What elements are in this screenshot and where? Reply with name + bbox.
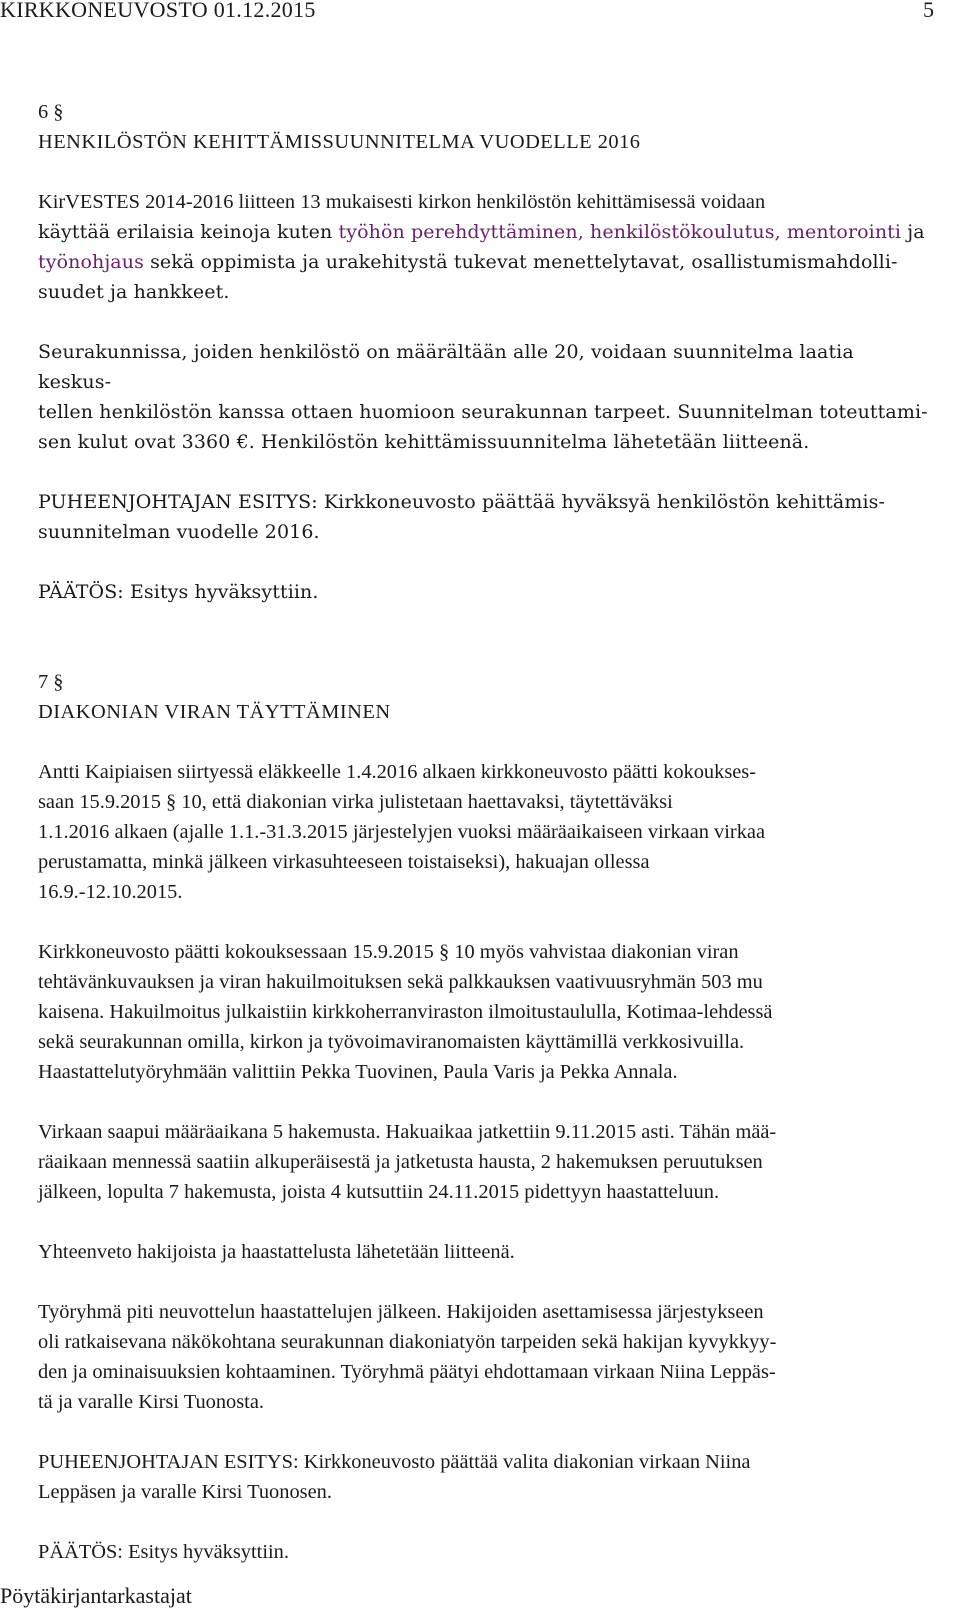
section-7 <box>38 667 928 1567</box>
paragraph-line: PUHEENJOHTAJAN ESITYS: Kirkkoneuvosto päättää valita diakonian virkaan Niina <box>38 1451 751 1473</box>
paragraph-line: Työryhmä piti neuvottelun haastattelujen jälkeen. Hakijoiden asettamisessa järjestykseen <box>38 1301 764 1323</box>
section-6 <box>38 97 928 607</box>
paragraph-line: Seurakunnissa, joiden henkilöstö on määrältään alle 20, voidaan suunnitelma laatia keskus- <box>38 341 854 393</box>
document-body <box>38 97 928 1567</box>
section-6-number: 6 § <box>38 101 64 123</box>
highlighted-text: työnohjaus <box>38 251 144 273</box>
paragraph-line: tä ja varalle Kirsi Tuonosta. <box>38 1391 264 1413</box>
section-7-paragraph-1 <box>38 757 928 907</box>
paragraph-line: sekä seurakunnan omilla, kirkon ja työvoimaviranomaisten käyttämillä verkkosivuilla. <box>38 1031 745 1053</box>
paragraph-line: Kirkkoneuvosto päätti kokouksessaan 15.9.2015 § 10 myös vahvistaa diakonian viran <box>38 941 739 963</box>
document-header-title: KIRKKONEUVOSTO 01.12.2015 <box>0 0 316 22</box>
section-6-title: HENKILÖSTÖN KEHITTÄMISSUUNNITELMA VUODELLE 2016 <box>38 131 641 153</box>
highlighted-text: työhön perehdyttäminen, henkilöstökoulutus, mentorointi <box>338 221 902 243</box>
paragraph-line: kaisena. Hakuilmoitus julkaistiin kirkkoherranviraston ilmoitustaululla, Kotimaa-lehdessä <box>38 1001 773 1023</box>
section-7-chair-proposal <box>38 1447 928 1507</box>
section-7-paragraph-4: Yhteenveto hakijoista ja haastattelusta lähetetään liitteenä. <box>38 1241 515 1263</box>
paragraph-line: tellen henkilöstön kanssa ottaen huomioon seurakunnan tarpeet. Suunnitelman toteuttami- <box>38 401 928 423</box>
page-number: 5 <box>923 0 934 22</box>
paragraph-line <box>38 217 928 247</box>
paragraph-line: 1.1.2016 alkaen (ajalle 1.1.-31.3.2015 järjestelyjen vuoksi määräaikaiseen virkaan virkaa <box>38 821 766 843</box>
section-6-chair-proposal <box>38 487 928 547</box>
section-7-paragraph-2 <box>38 937 928 1087</box>
paragraph-line: perustamatta, minkä jälkeen virkasuhteeseen toistaiseksi), hakuajan ollessa <box>38 851 650 873</box>
paragraph-line: suudet ja hankkeet. <box>38 281 230 303</box>
paragraph-line: suunnitelman vuodelle 2016. <box>38 521 320 543</box>
section-6-paragraph-1 <box>38 187 928 307</box>
section-7-decision: PÄÄTÖS: Esitys hyväksyttiin. <box>38 1541 289 1563</box>
paragraph-line: 16.9.-12.10.2015. <box>38 881 183 903</box>
paragraph-line <box>38 247 928 277</box>
paragraph-line: Antti Kaipiaisen siirtyessä eläkkeelle 1.4.2016 alkaen kirkkoneuvosto päätti kokoukses- <box>38 761 757 783</box>
section-6-decision: PÄÄTÖS: Esitys hyväksyttiin. <box>38 581 319 603</box>
paragraph-line: oli ratkaisevana näkökohtana seurakunnan diakoniatyön tarpeiden sekä hakijan kyvykkyy- <box>38 1331 777 1353</box>
text-span: ja <box>901 221 925 243</box>
paragraph-line: Leppäsen ja varalle Kirsi Tuonosen. <box>38 1481 332 1503</box>
paragraph-line: PUHEENJOHTAJAN ESITYS: Kirkkoneuvosto päättää hyväksyä henkilöstön kehittämis- <box>38 491 885 513</box>
paragraph-line: tehtävänkuvauksen ja viran hakuilmoituksen sekä palkkauksen vaativuusryhmän 503 mu <box>38 971 763 993</box>
section-7-paragraph-5 <box>38 1297 928 1417</box>
paragraph-line: jälkeen, lopulta 7 hakemusta, joista 4 kutsuttiin 24.11.2015 pidettyyn haastatteluun. <box>38 1181 720 1203</box>
paragraph-line: saan 15.9.2015 § 10, että diakonian virka julistetaan haettavaksi, täytettäväksi <box>38 791 673 813</box>
section-6-paragraph-2 <box>38 337 928 457</box>
section-7-number: 7 § <box>38 671 64 693</box>
paragraph-line: Virkaan saapui määräaikana 5 hakemusta. Hakuaikaa jatkettiin 9.11.2015 asti. Tähän mää- <box>38 1121 777 1143</box>
footer-signature-label: Pöytäkirjantarkastajat <box>0 1583 192 1608</box>
text-span: käyttää erilaisia keinoja kuten <box>38 221 339 243</box>
section-7-paragraph-3 <box>38 1117 928 1207</box>
paragraph-line: sen kulut ovat 3360 €. Henkilöstön kehittämissuunnitelma lähetetään liitteenä. <box>38 431 810 453</box>
text-span: sekä oppimista ja urakehitystä tukevat menettelytavat, osallistumismahdolli- <box>143 251 898 273</box>
paragraph-line: Haastattelutyöryhmään valittiin Pekka Tuovinen, Paula Varis ja Pekka Annala. <box>38 1061 678 1083</box>
paragraph-line: den ja ominaisuuksien kohtaaminen. Työryhmä päätyi ehdottamaan virkaan Niina Leppäs- <box>38 1361 776 1383</box>
section-7-title: DIAKONIAN VIRAN TÄYTTÄMINEN <box>38 701 391 723</box>
paragraph-line: KirVESTES 2014-2016 liitteen 13 mukaisesti kirkon henkilöstön kehittämisessä voidaan <box>38 191 766 213</box>
paragraph-line: räaikaan mennessä saatiin alkuperäisestä ja jatketusta hausta, 2 hakemuksen peruutuksen <box>38 1151 763 1173</box>
